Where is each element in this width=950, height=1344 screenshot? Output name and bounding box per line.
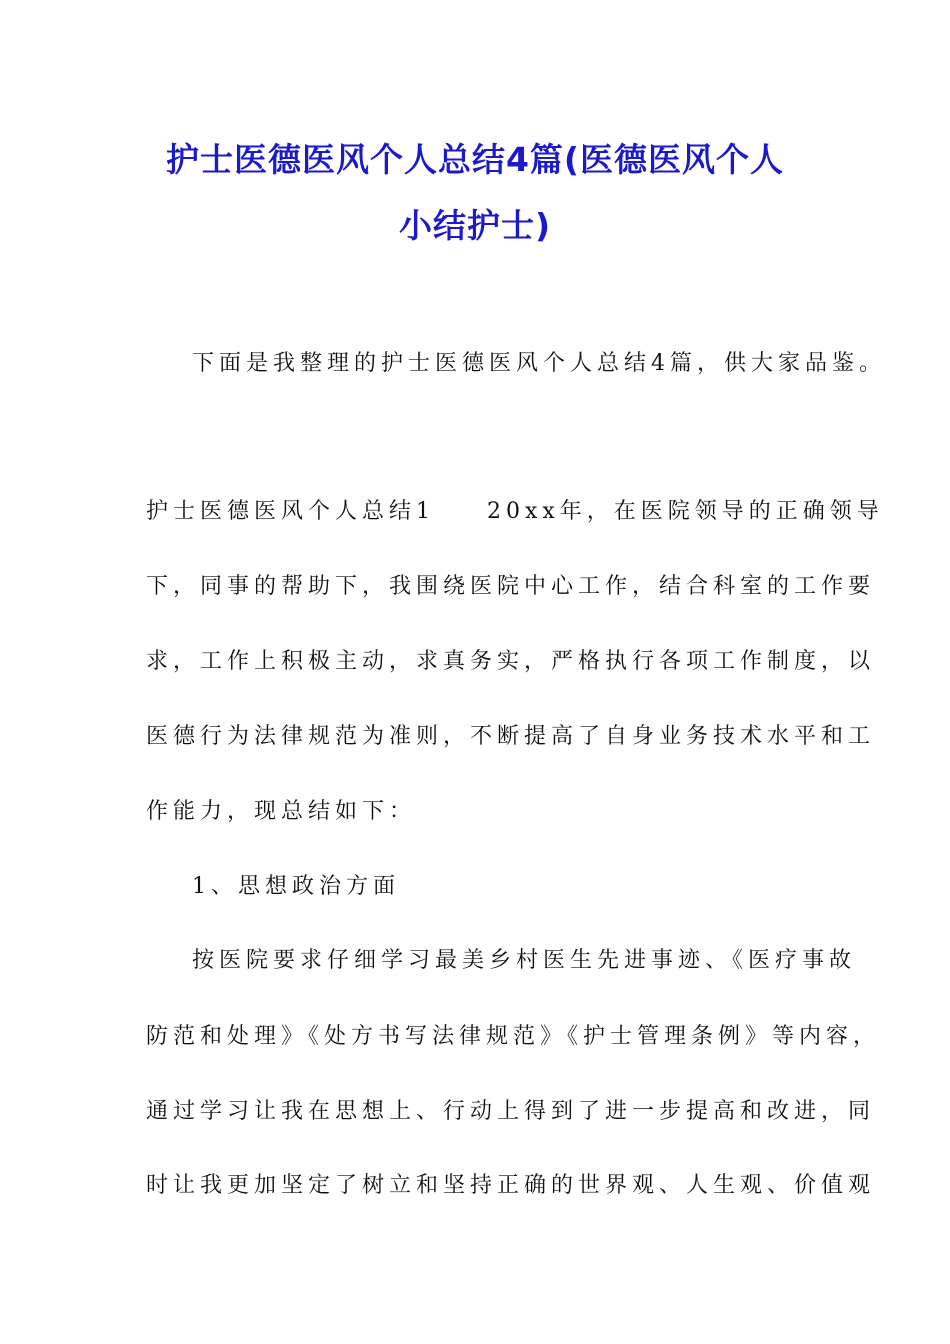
intro-paragraph: 下面是我整理的护士医德医风个人总结4篇，供大家品鉴。 [192, 351, 886, 376]
document-title-line-1: 护士医德医风个人总结4篇(医德医风个人 [165, 140, 785, 179]
paragraph-2-line-4: 时让我更加坚定了树立和坚持正确的世界观、人生观、价值观 [146, 1173, 876, 1198]
section-1-heading: 护士医德医风个人总结1 [146, 499, 435, 524]
paragraph-2-line-1: 按医院要求仔细学习最美乡村医生先进事迹、《医疗事故 [192, 948, 857, 973]
subheading-1: 1、思想政治方面 [192, 874, 400, 899]
paragraph-1-line-2: 下，同事的帮助下，我围绕医院中心工作，结合科室的工作要 [146, 574, 876, 599]
paragraph-2-line-3: 通过学习让我在思想上、行动上得到了进一步提高和改进，同 [146, 1099, 876, 1124]
document-title-line-2: 小结护士) [398, 206, 552, 245]
paragraph-1-line-1 [146, 494, 884, 525]
paragraph-1-line-3: 求，工作上积极主动，求真务实，严格执行各项工作制度，以 [146, 649, 876, 674]
paragraph-2-line-2: 防范和处理》《处方书写法律规范》《护士管理条例》等内容， [146, 1024, 881, 1049]
paragraph-1-line-4: 医德行为法律规范为准则，不断提高了自身业务技术水平和工 [146, 724, 876, 749]
paragraph-1-line-1-text: 20xx年，在医院领导的正确领导 [487, 499, 884, 524]
paragraph-1-line-5: 作能力，现总结如下： [146, 799, 417, 824]
